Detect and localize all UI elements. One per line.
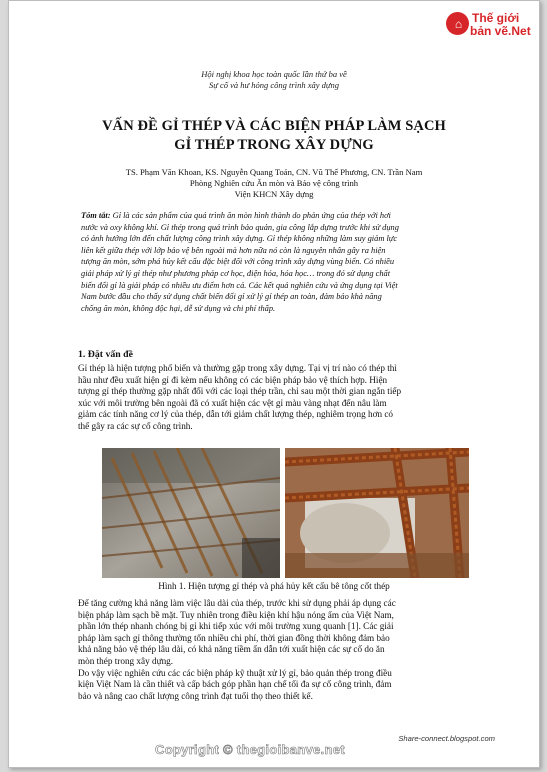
text-line: hầu như đều xuất hiện gỉ đi kèm nếu không có các biện pháp bảo vệ thích hợp. Hiện	[78, 374, 388, 385]
text-line: mòn thép trong xây dựng.	[78, 655, 174, 666]
text-line: khả năng bảo vệ thép lâu dài, có khả năng tiềm ẩn dẫn tới xuất hiện các sự cố do ăn	[78, 644, 385, 655]
section-heading: 1. Đặt vấn đề	[78, 349, 133, 360]
text-line: biện pháp làm sạch bề mặt. Tuy nhiên trong điều kiện khí hậu nóng ẩm của Việt Nam,	[78, 609, 394, 620]
text-line: giảm các tính năng cơ lý của thép, dẫn tới giảm chất lượng thép, nghiêm trọng hơn có	[78, 409, 394, 420]
abstract-line: giải pháp xử lý gỉ thép như phương pháp cơ học, điện hóa, hóa học… trong đó sử dụng chất	[81, 268, 391, 278]
document-page	[8, 0, 540, 768]
text-line: Để tăng cường khả năng làm việc lâu dài của thép, trước khi sử dụng phải áp dụng các	[78, 598, 396, 608]
logo-text-bottom: bản vẽ.Net	[470, 24, 531, 38]
site-logo[interactable]	[445, 10, 533, 50]
abstract-label: Tóm tắt:	[81, 211, 111, 220]
abstract-line: chống ăn mòn, không độc hại, dễ sử dụng và chi phí thấp.	[81, 303, 276, 313]
author-institute: Viện KHCN Xây dựng	[234, 189, 314, 199]
photo-concrete-ceiling-rust	[102, 448, 280, 578]
abstract-line: Nam bước đầu cho thấy sử dụng chất biến đổi gỉ xử lý gỉ thép an toàn, đảm bảo khả năng	[81, 292, 382, 302]
logo-badge	[446, 12, 469, 35]
text-line: pháp làm sạch gỉ thông thường tốn nhiều chi phí, thời gian đồng thời không đảm bảo	[78, 632, 390, 643]
text-line: Gỉ thép là hiện tượng phổ biến và thường gặp trong xây dựng. Tại vị trí nào có thép thì	[78, 363, 397, 373]
photo-rusted-rebar	[285, 448, 469, 578]
abstract-line: có ảnh hưởng lớn đến chất lượng công trình xây dựng. Gỉ thép không những làm suy giảm lực	[81, 234, 398, 244]
house-icon: ⌂	[454, 17, 463, 31]
abstract-line: biến đổi gỉ là giải pháp có nhiều ưu điểm hơn cả. Các kết quả nghiên cứu và ứng dụng tại Việt	[81, 280, 398, 290]
text-line: xúc với môi trường bên ngoài đã có xuất hiện các vệt gỉ màu vàng nhạt đến nâu làm	[78, 397, 387, 408]
source-footer: Share-connect.blogspot.com	[398, 734, 495, 743]
abstract-line: tượng ăn mòn, sớm phá hủy kết cấu đặc biệt đối với công trình xây dựng vùng biển. Có nhiều	[81, 257, 395, 267]
author-department: Phòng Nghiên cứu Ăn mòn và Bảo vệ công trình	[189, 178, 359, 188]
paper-title-line-2: GỈ THÉP TRONG XÂY DỰNG	[174, 137, 374, 153]
logo-text-top: Thế giới	[472, 11, 520, 25]
abstract-line: liên kết giữa thép với lớp bảo vệ bên ngoài mà hơn nữa nó còn là nguyên nhân gây ra hiện	[81, 245, 386, 255]
abstract	[81, 210, 481, 314]
paper-title-line-1: VẤN ĐỀ GỈ THÉP VÀ CÁC BIỆN PHÁP LÀM SẠCH	[102, 118, 446, 134]
conference-line-1: Hội nghị khoa học toàn quốc lần thứ ba về	[201, 69, 347, 79]
text-line: bảo và nâng cao chất lượng công trình đạt tuổi thọ theo thiết kế.	[78, 690, 313, 701]
text-line: tượng gỉ thép thường gặp nhất đối với các loại thép trần, chỉ sau một thời gian ngắn tiếp	[78, 386, 402, 397]
section-paragraph-1	[78, 363, 481, 433]
copyright-watermark: Copyright © thegioibanve.net	[155, 742, 345, 757]
figure-caption: Hình 1. Hiện tượng gỉ thép và phá hủy kết cấu bê tông cốt thép	[158, 581, 390, 591]
abstract-line: nước và oxy không khí. Gỉ thép trong quá trình bảo quản, gia công lắp dựng trước khi sử dụng	[81, 222, 399, 232]
author-list: TS. Phạm Văn Khoan, KS. Nguyễn Quang Toản, CN. Vũ Thế Phương, CN. Trần Nam	[125, 167, 423, 177]
abstract-line: Tóm tắt: Gỉ là các sản phẩm của quá trình ăn mòn hình thành do phản ứng của thép với hơi	[81, 211, 391, 220]
text-line: thể gây ra các sự cố công trình.	[78, 420, 193, 431]
conference-line-2: Sự cố và hư hỏng công trình xây dựng	[208, 80, 340, 90]
text-line: Do vậy việc nghiên cứu các các biện pháp kỹ thuật xử lý gỉ, bảo quản thép trong điều	[78, 667, 392, 678]
text-line: phần lớn thép nhanh chóng bị gỉ khi tiếp xúc với môi trường xung quanh [1]. Các giải	[78, 621, 394, 632]
section-paragraph-2	[78, 598, 481, 702]
text-line: kiện Việt Nam là cần thiết và cấp bách góp phần hạn chế tối đa sự cố công trình, đảm	[78, 679, 392, 690]
